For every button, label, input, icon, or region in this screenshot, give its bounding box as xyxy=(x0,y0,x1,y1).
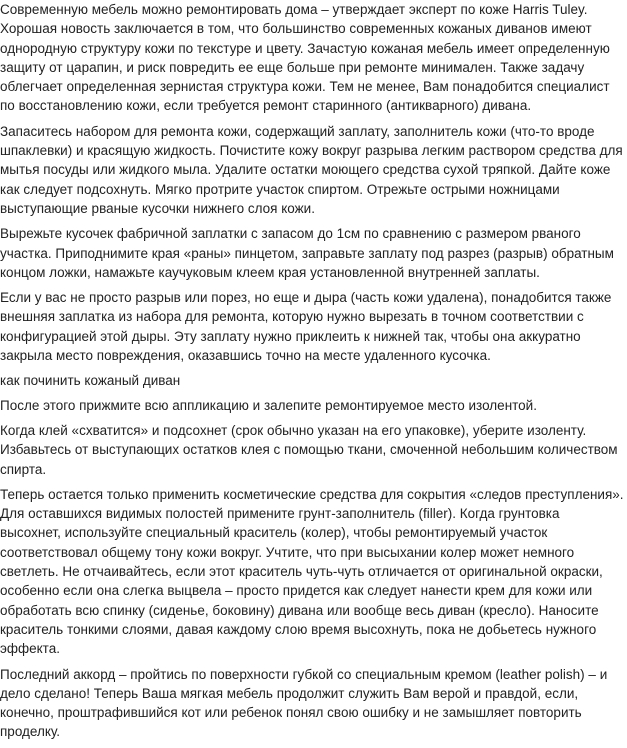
paragraph-outer-patch: Если у вас не просто разрыв или порез, но еще и дыра (часть кожи удалена), понадобится также внешняя заплатка из набора для ремонта, которую нужно вырезать в точном соответствии с конфигурацией этой дыры. Эту заплату нужно приклеить к нижней так, чтобы она аккуратно закрыла место повреждения, оказавшись точно на месте удаленного кусочка. xyxy=(0,290,612,364)
image-caption: как починить кожаный диван xyxy=(0,373,181,389)
paragraph-repair-kit: Запаситесь набором для ремонта кожи, содержащий заплату, заполнитель кожи (что-то вроде шпаклевки) и красящую жидкость. Почистите кожу вокруг разрыва легким раствором средства для мытья посуды или жидкого мыла. Удалите остатки моющего средства сухой тряпкой. Дайте коже как следует подсохнуть. Мягко протрите участок спиртом. Отрежьте острыми ножницами выступающие рваные кусочки нижнего слоя кожи. xyxy=(0,123,623,216)
paragraph-cosmetics: Теперь остается только применить косметические средства для сокрытия «следов преступления». Для оставшихся видимых полостей примените грунт-заполнитель (filler). Когда грунтовка высохнет, используйте специальный краситель (колер), чтобы ремонтируемый участок соответствовал общему тону кожи вокруг. Учтите, что при высыхании колер может немного светлеть. Не отчаивайтесь, если этот краситель чуть-чуть отличается от оригинальной окраски, особенно если она слегка выцвела – просто придется как следует нанести крем для кожи или обработать всю спинку (сиденье, боковину) дивана или вообще весь диван (кресло). Наносите краситель тонкими слоями, давая каждому слою время высохнуть, пока не добьетесь нужного эффекта. xyxy=(0,486,624,657)
paragraph-final: Последний аккорд – пройтись по поверхности губкой со специальным кремом (leather polish) – и дело сделано! Теперь Ваша мягкая мебель продолжит служить Вам верой и правдой, если, конечно, проштрафившийся кот или ребенок понял свою ошибку и не замышляет повторить проделку. xyxy=(0,666,608,740)
paragraph-intro: Современную мебель можно ремонтировать дома – утверждает эксперт по коже Harris Tuley. Хорошая новость заключается в том, что большинство современных кожаных диванов имеют однородную структуру кожи по текстуре и цвету. Зачастую кожаная мебель имеет определенную защиту от царапин, и риск повредить ее еще больше при ремонте минимален. Также задачу облегчает определенная зернистая структура кожи. Тем не менее, Вам понадобится специалист по восстановлению кожи, если требуется ремонт старинного (антикварного) дивана. xyxy=(0,2,610,114)
paragraph-inner-patch: Вырежьте кусочек фабричной заплатки с запасом до 1см по сравнению с размером рваного участка. Приподнимите края «раны» пинцетом, заправьте заплату под разрез (разрыв) обратным концом ложки, намажьте каучуковым клеем края установленной внутренней заплаты. xyxy=(0,226,614,280)
paragraph-glue-dry: Когда клей «схватится» и подсохнет (срок обычно указан на его упаковке), уберите изоленту. Избавьтесь от выступающих остатков клея с помощью ткани, смоченной небольшим количеством спирта. xyxy=(0,422,618,477)
paragraph-tape: После этого прижмите всю аппликацию и залепите ремонтируемое место изолентой. xyxy=(0,397,537,413)
